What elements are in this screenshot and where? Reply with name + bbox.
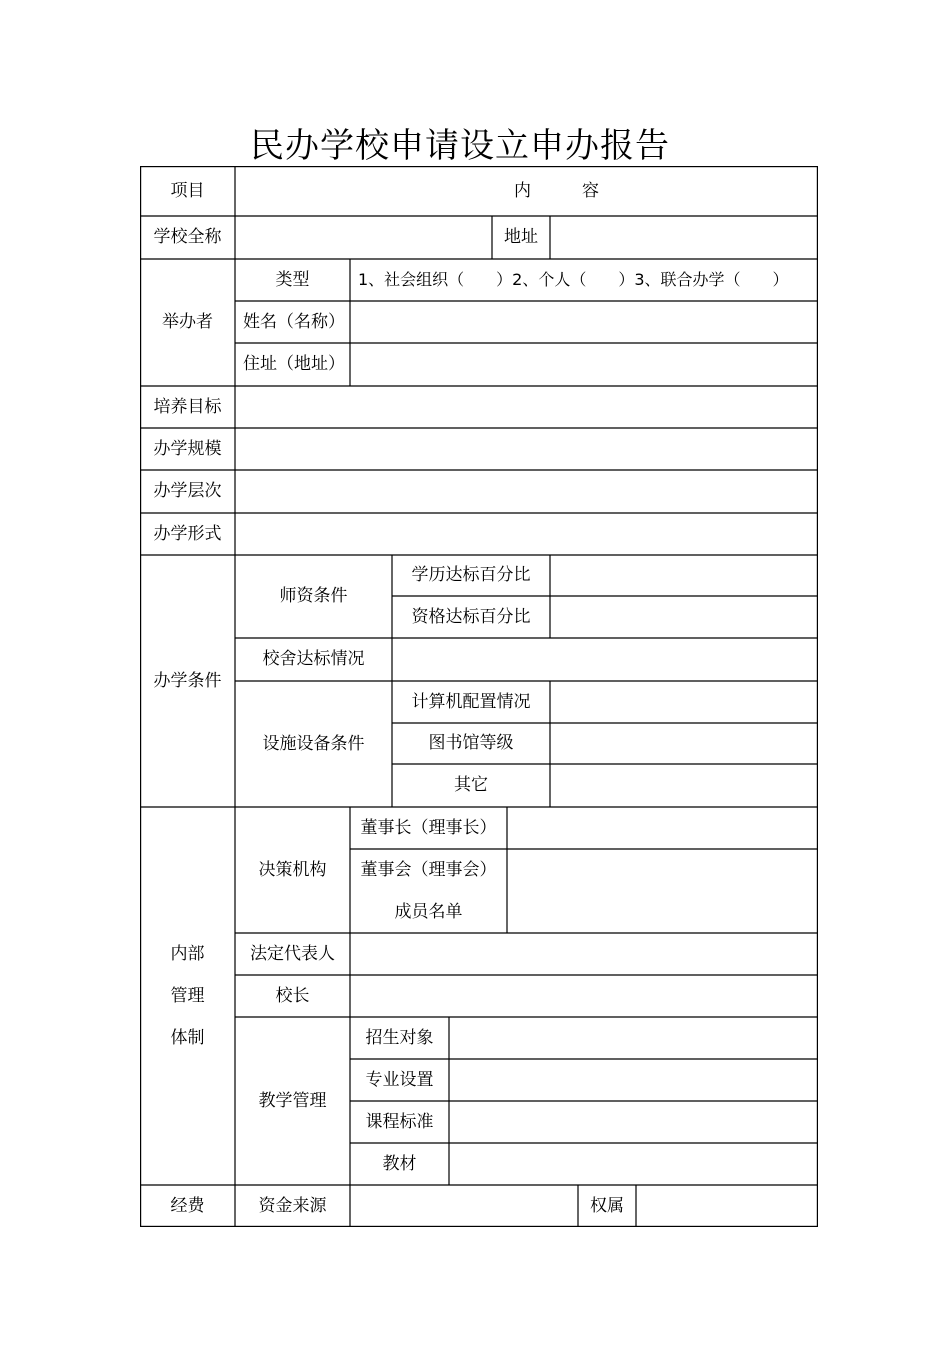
- school-level-label: 办学层次: [153, 481, 222, 502]
- legal-rep-label: 法定代表人: [250, 943, 335, 964]
- board-members-field[interactable]: [508, 850, 817, 932]
- enrollment-field[interactable]: [450, 1018, 817, 1058]
- board-label-line1: 董事会（理事会）: [360, 860, 497, 880]
- school-form-field[interactable]: [236, 514, 817, 554]
- school-scale-field[interactable]: [236, 429, 817, 469]
- management-label: [140, 807, 235, 1185]
- enrollment-label: 招生对象: [365, 1027, 434, 1048]
- edu-rate-label: 学历达标百分比: [411, 565, 531, 586]
- management-label-line1: 内部: [170, 944, 205, 964]
- curriculum-field[interactable]: [450, 1102, 817, 1142]
- application-form-table: [140, 166, 818, 1227]
- school-scale-label: 办学规模: [153, 438, 222, 459]
- document-title: 民办学校申请设立申办报告: [250, 126, 670, 166]
- management-label-line2: 管理: [170, 986, 205, 1006]
- board-label: [350, 849, 507, 933]
- sponsor-type-options[interactable]: 1、社会组织（ ）2、个人（ ）3、联合办学（ ）: [358, 270, 789, 290]
- sponsor-name-field[interactable]: [351, 302, 817, 342]
- fund-source-label: 资金来源: [258, 1195, 327, 1216]
- board-label-line2: 成员名单: [394, 902, 463, 922]
- school-level-field[interactable]: [236, 471, 817, 512]
- ownership-field[interactable]: [637, 1186, 817, 1226]
- training-goal-label: 培养目标: [153, 396, 222, 417]
- school-form-label: 办学形式: [153, 523, 222, 544]
- facilities-label: 设施设备条件: [262, 733, 365, 754]
- chairman-label: 董事长（理事长）: [360, 817, 497, 838]
- majors-field[interactable]: [450, 1060, 817, 1100]
- other-label: 其它: [454, 775, 488, 796]
- training-goal-field[interactable]: [236, 387, 817, 427]
- curriculum-label: 课程标准: [365, 1111, 434, 1132]
- legal-rep-field[interactable]: [351, 934, 817, 974]
- header-item-label: 项目: [170, 180, 205, 201]
- sponsor-type-label: 类型: [275, 269, 310, 290]
- textbooks-field[interactable]: [450, 1144, 817, 1184]
- sponsor-residence-label: 住址（地址）: [243, 354, 345, 375]
- management-label-line3: 体制: [170, 1028, 205, 1048]
- other-field[interactable]: [551, 765, 817, 806]
- school-name-field[interactable]: [236, 217, 491, 258]
- qual-rate-label: 资格达标百分比: [411, 606, 531, 627]
- header-content-label: 内 容: [514, 180, 599, 201]
- buildings-label: 校舍达标情况: [262, 649, 365, 670]
- address-label: 地址: [504, 227, 538, 248]
- sponsor-residence-field[interactable]: [351, 344, 817, 385]
- textbooks-label: 教材: [382, 1153, 417, 1174]
- teachers-label: 师资条件: [279, 586, 348, 607]
- computer-field[interactable]: [551, 682, 817, 722]
- buildings-field[interactable]: [393, 639, 817, 680]
- conditions-label: 办学条件: [153, 670, 222, 691]
- decision-body-label: 决策机构: [258, 859, 327, 880]
- majors-label: 专业设置: [365, 1069, 434, 1090]
- sponsor-label: 举办者: [162, 312, 213, 333]
- principal-label: 校长: [275, 985, 310, 1006]
- fund-source-field[interactable]: [351, 1186, 577, 1226]
- chairman-field[interactable]: [508, 808, 817, 848]
- sponsor-name-label: 姓名（名称）: [243, 311, 345, 332]
- qual-rate-field[interactable]: [551, 597, 817, 637]
- principal-field[interactable]: [351, 976, 817, 1016]
- teaching-mgmt-label: 教学管理: [258, 1090, 327, 1111]
- ownership-label: 权属: [590, 1195, 624, 1216]
- edu-rate-field[interactable]: [551, 556, 817, 595]
- library-label: 图书馆等级: [428, 733, 514, 754]
- library-field[interactable]: [551, 724, 817, 763]
- school-name-label: 学校全称: [153, 227, 222, 248]
- funding-label: 经费: [170, 1195, 205, 1216]
- address-field[interactable]: [551, 217, 817, 258]
- computer-label: 计算机配置情况: [411, 691, 531, 712]
